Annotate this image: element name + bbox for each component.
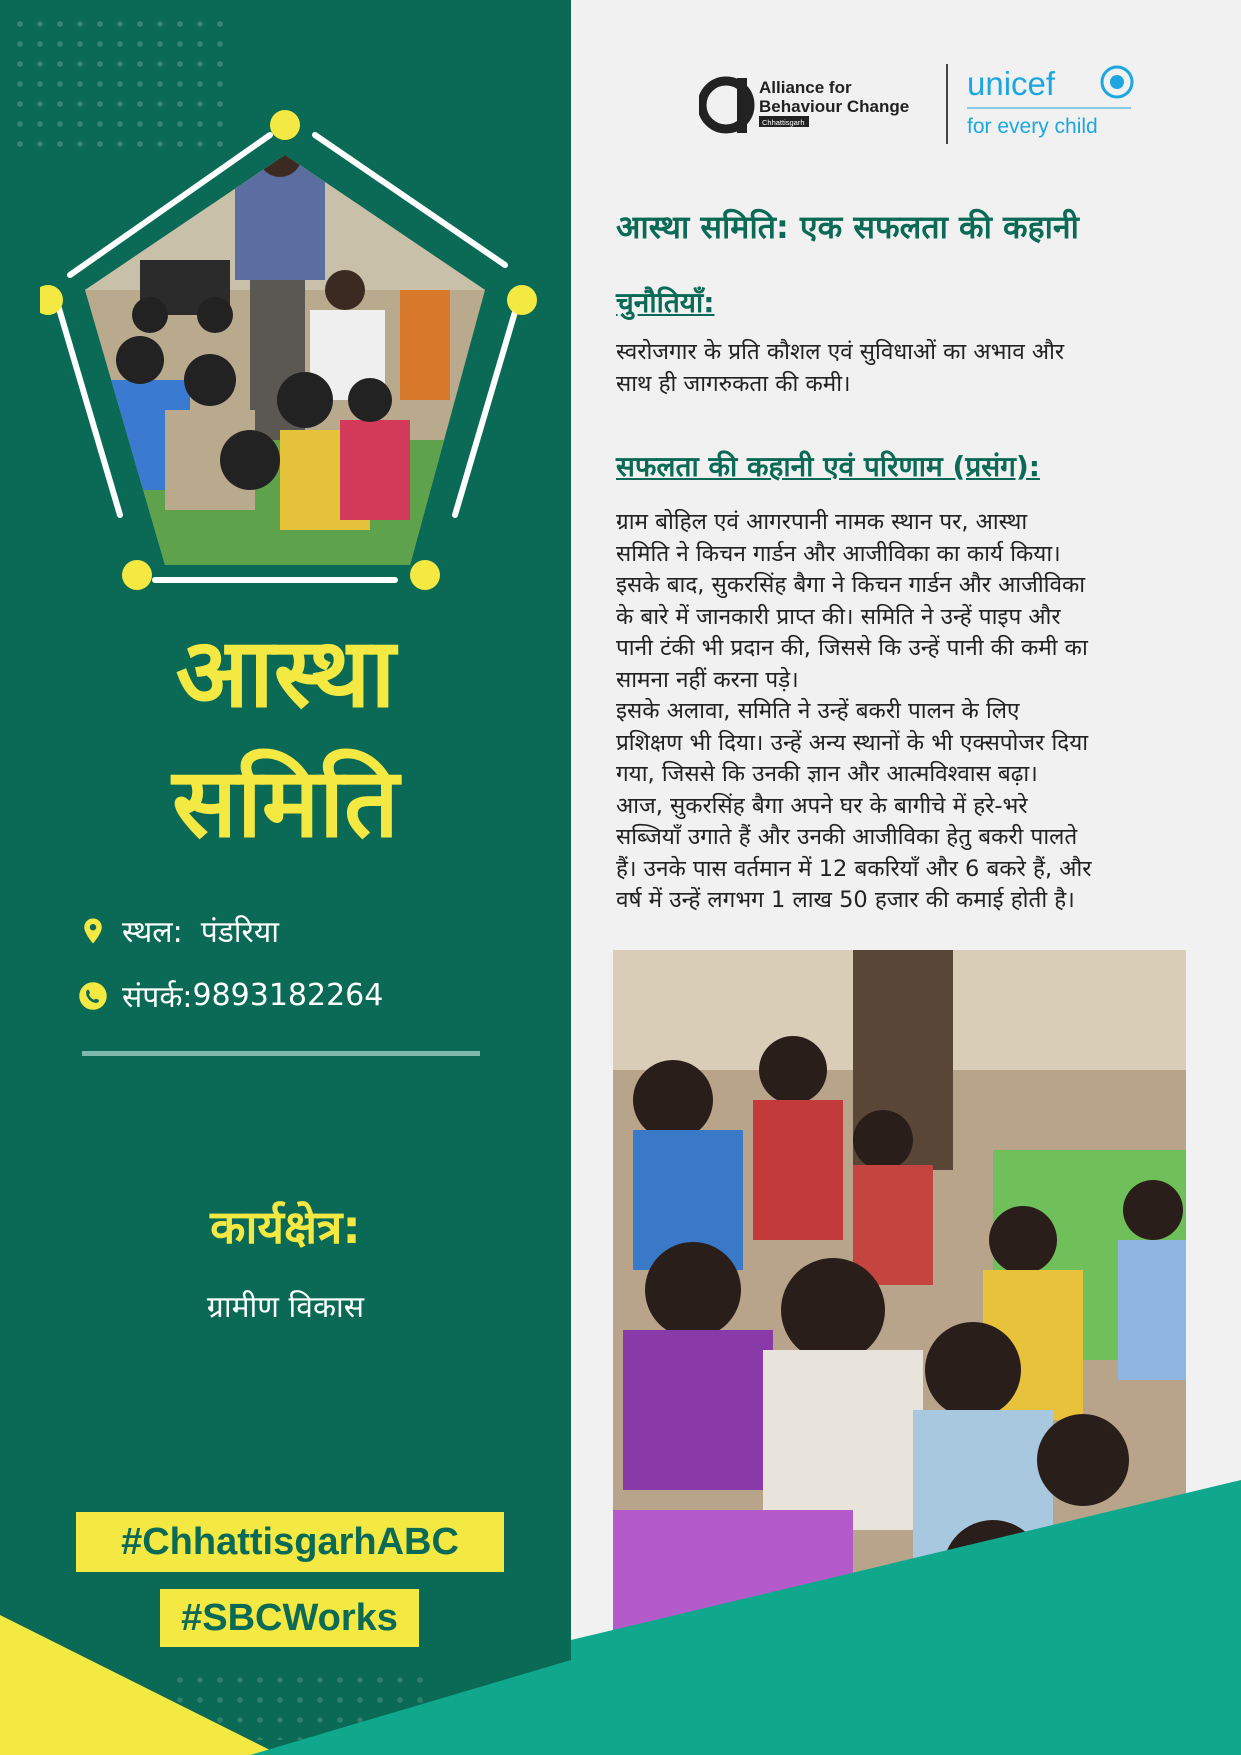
story-line: सब्जियाँ उगाते हैं और उनकी आजीविका हेतु बकरी पालते [616, 824, 1078, 850]
story-line: हैं। उनके पास वर्तमान में 12 बकरियाँ और 6 बकरे हैं, और [616, 855, 1092, 882]
challenges-title: चुनौतियाँ: [616, 286, 715, 319]
story-line: गया, जिससे कि उनकी ज्ञान और आत्मविश्वास बढ़ा। [616, 761, 1038, 787]
abc-sub: Chhattisgarh [762, 118, 805, 127]
story-line: वर्ष में उन्हें लगभग 1 लाख 50 हजार की कमाई होती है। [616, 887, 1075, 913]
pentagon-photo-frame [40, 110, 540, 600]
challenges-line: साथ ही जागरुकता की कमी। [616, 370, 851, 397]
location-label: स्थल: [122, 915, 183, 950]
story-line: पानी टंकी भी प्रदान की, जिससे कि उन्हें पानी की कमी का [616, 635, 1088, 661]
challenges-line: स्वरोजगार के प्रति कौशल एवं सुविधाओं का अभाव और [616, 339, 1065, 365]
location-row [78, 910, 279, 951]
story-title: सफलता की कहानी एवं परिणाम (प्रसंग): [616, 450, 1040, 483]
abc-line-1: Alliance for [759, 78, 852, 97]
title-line-2: समिति [172, 747, 399, 859]
story-line: इसके बाद, सुकरसिंह बैगा ने किचन गार्डन और आजीविका [616, 572, 1086, 598]
unicef-wordmark: unicef [967, 65, 1056, 102]
left-panel [0, 0, 571, 1755]
story-line: प्रशिक्षण भी दिया। उन्हें अन्य स्थानों के भी एक्सपोजर दिया [616, 729, 1089, 756]
karya-value: ग्रामीण विकास [206, 1290, 365, 1325]
unicef-logo [967, 65, 1132, 138]
hashtag-sbc-works: #SBCWorks [160, 1589, 419, 1647]
hashtag-chhattisgarh-abc: #ChhattisgarhABC [76, 1512, 504, 1572]
contact-value: 9893182264 [192, 978, 384, 1013]
location-value: पंडरिया [200, 915, 279, 950]
yellow-corner [0, 1615, 280, 1755]
title-line-1: आस्था [175, 617, 396, 729]
location-pin-icon [78, 916, 108, 946]
story-text [616, 507, 1196, 917]
story-line: आज, सुकरसिंह बैगा अपने घर के बागीचे में हरे-भरे [616, 792, 1028, 819]
karya-label: कार्यक्षेत्र: [210, 1200, 361, 1254]
story-line: सामना नहीं करना पड़े। [616, 666, 799, 693]
unicef-tagline: for every child [967, 115, 1098, 138]
logo-strip [699, 60, 1139, 150]
phone-icon [78, 981, 108, 1011]
group-photo [613, 950, 1186, 1662]
story-heading: आस्था समिति: एक सफलता की कहानी [616, 208, 1079, 246]
story-line: इसके अलावा, समिति ने उन्हें बकरी पालन के लिए [616, 698, 1020, 724]
story-line: के बारे में जानकारी प्राप्त की। समिति ने उन्हें पाइप और [616, 603, 1061, 630]
abc-logo [702, 78, 909, 133]
story-line: समिति ने किचन गार्डन और आजीविका का कार्य किया। [616, 540, 1061, 567]
contact-label: संपर्क: [122, 980, 193, 1015]
contact-row [78, 975, 383, 1016]
story-line: ग्राम बोहिल एवं आगरपानी नामक स्थान पर, आस्था [616, 509, 1028, 535]
divider [82, 1051, 480, 1056]
meeting-photo [40, 110, 540, 600]
challenges-text [616, 337, 1196, 400]
abc-line-2: Behaviour Change [759, 97, 910, 116]
